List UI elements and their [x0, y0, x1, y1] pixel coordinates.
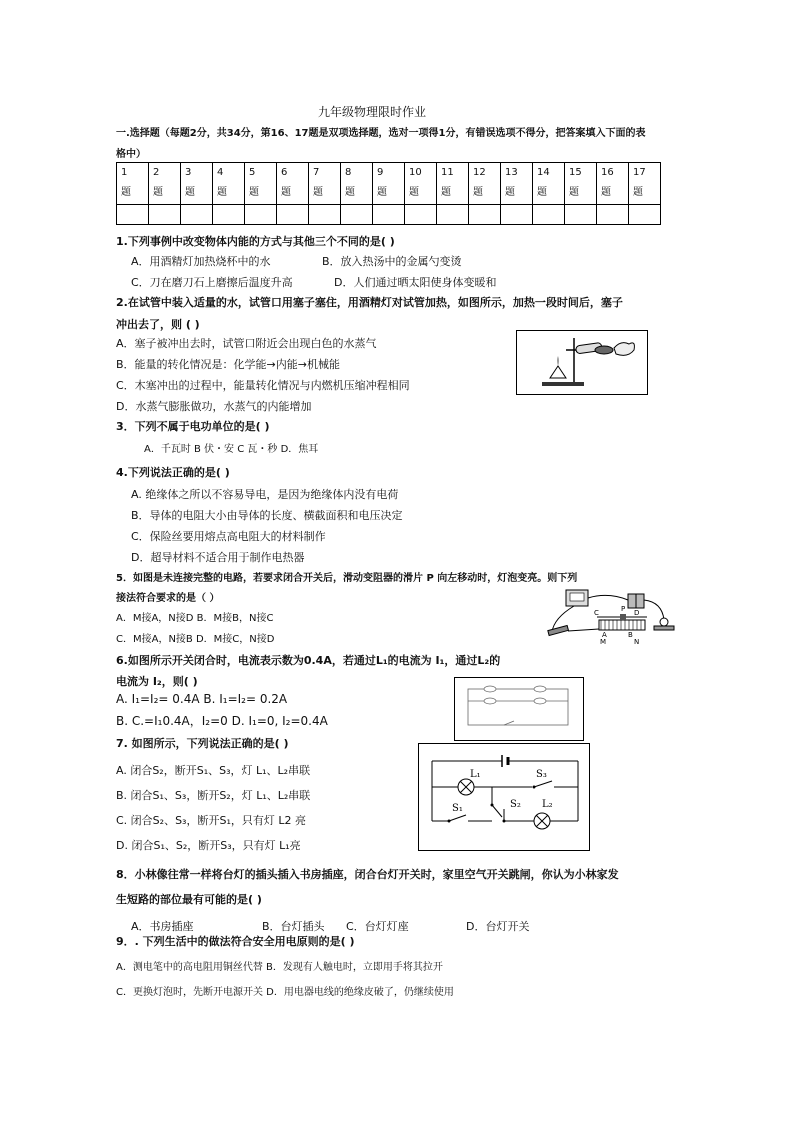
question-number: 12 — [473, 167, 486, 178]
question-suffix: 题 — [121, 187, 131, 198]
section-header-line2: 格中） — [116, 149, 146, 160]
question-suffix: 题 — [281, 187, 291, 198]
q4-option-d: D．超导材料不适合用于制作电热器 — [131, 551, 305, 564]
question-suffix: 题 — [505, 187, 515, 198]
answer-table-header-cell — [181, 163, 213, 205]
question-number: 17 — [633, 167, 646, 178]
question-number: 8 — [345, 167, 352, 178]
q6-stem-line2: 电流为 I₂，则( ) — [116, 675, 198, 688]
question-number: 11 — [441, 167, 454, 178]
label-s2: S₂ — [510, 799, 521, 810]
question-suffix: 题 — [537, 187, 547, 198]
question-suffix: 题 — [185, 187, 195, 198]
question-suffix: 题 — [633, 187, 643, 198]
q4-option-a: A. 绝缘体之所以不容易导电，是因为绝缘体内没有电荷 — [131, 488, 399, 501]
parallel-circuit-figure — [454, 677, 584, 741]
answer-input-cell[interactable] — [565, 205, 597, 225]
q5-stem-line1: 5．如图是未连接完整的电路，若要求闭合开关后，滑动变阻器的滑片 P 向左移动时，灯泡变亮。则下列 — [116, 573, 578, 584]
q8-option-c: C．台灯灯座 — [346, 920, 409, 933]
answer-table-header-cell — [341, 163, 373, 205]
question-number: 9 — [377, 167, 384, 178]
q9-stem: 9．. 下列生活中的做法符合安全用电原则的是( ) — [116, 935, 355, 948]
question-number: 15 — [569, 167, 582, 178]
question-number: 4 — [217, 167, 224, 178]
question-suffix: 题 — [313, 187, 323, 198]
answer-table-header-cell — [117, 163, 149, 205]
answer-input-cell[interactable] — [149, 205, 181, 225]
q1-option-a: A．用酒精灯加热烧杯中的水 — [131, 255, 271, 268]
label-d: D — [634, 609, 640, 617]
q2-stem-line1: 2.在试管中装入适量的水，试管口用塞子塞住，用酒精灯对试管加热，如图所示，加热一段时间后，塞子 — [116, 296, 623, 309]
question-suffix: 题 — [217, 187, 227, 198]
label-b: B — [628, 631, 633, 639]
q5-options-ab: A．M接A，N接D B．M接B，N接C — [116, 613, 274, 624]
answer-table-header-cell — [469, 163, 501, 205]
question-number: 7 — [313, 167, 320, 178]
answer-input-cell[interactable] — [309, 205, 341, 225]
answer-input-cell[interactable] — [405, 205, 437, 225]
label-m: M — [600, 638, 607, 646]
q9-options-cd: C．更换灯泡时，先断开电源开关 D．用电器电线的绝缘皮破了，仍继续使用 — [116, 987, 454, 998]
answer-input-cell[interactable] — [533, 205, 565, 225]
answer-input-cell[interactable] — [373, 205, 405, 225]
q1-option-c: C．刀在磨刀石上磨擦后温度升高 — [131, 276, 293, 289]
question-number: 3 — [185, 167, 192, 178]
question-number: 2 — [153, 167, 160, 178]
answer-table-header-cell — [373, 163, 405, 205]
label-a: A — [602, 631, 607, 639]
q3-options: A．千瓦时 B 伏・安 C 瓦・秒 D．焦耳 — [144, 444, 319, 455]
answer-table-header-cell — [245, 163, 277, 205]
q7-option-b: B. 闭合S₁、S₃，断开S₂，灯 L₁、L₂串联 — [116, 789, 311, 802]
section-header-line1: 一.选择题（每题2分，共34分，第16、17题是双项选择题，选对一项得1分，有错误选项不得分，把答案填入下面的表 — [116, 128, 646, 139]
q1-option-b: B．放入热汤中的金属勺变烫 — [322, 255, 462, 268]
q4-option-c: C．保险丝要用熔点高电阻大的材料制作 — [131, 530, 326, 543]
answer-table — [116, 162, 661, 225]
question-suffix: 题 — [441, 187, 451, 198]
q6-options-cd: B. C.=I₁0.4A，I₂=0 D. I₁=0, I₂=0.4A — [116, 714, 328, 728]
q6-options-ab: A. I₁=I₂= 0.4A B. I₁=I₂= 0.2A — [116, 692, 288, 706]
question-suffix: 题 — [249, 187, 259, 198]
answer-input-cell[interactable] — [597, 205, 629, 225]
question-suffix: 题 — [153, 187, 163, 198]
answer-table-header-cell — [597, 163, 629, 205]
question-suffix: 题 — [601, 187, 611, 198]
q5-stem-line2: 接法符合要求的是（ ） — [116, 593, 220, 604]
answer-input-cell[interactable] — [629, 205, 661, 225]
q7-option-a: A. 闭合S₂，断开S₁、S₃，灯 L₁、L₂串联 — [116, 764, 311, 777]
q8-option-b: B．台灯插头 — [262, 920, 325, 933]
q2-option-c: C．木塞冲出的过程中，能量转化情况与内燃机压缩冲程相同 — [116, 379, 410, 392]
switch-circuit-figure — [418, 743, 590, 851]
q3-stem: 3．下列不属于电功单位的是( ) — [116, 420, 270, 433]
label-p: P — [621, 605, 626, 613]
q8-stem-line1: 8．小林像往常一样将台灯的插头插入书房插座，闭合台灯开关时，家里空气开关跳闸，你认为小林家发 — [116, 868, 619, 881]
question-number: 16 — [601, 167, 614, 178]
question-suffix: 题 — [473, 187, 483, 198]
label-l2: L₂ — [542, 799, 553, 810]
answer-table-header-cell — [277, 163, 309, 205]
question-suffix: 题 — [409, 187, 419, 198]
q2-option-b: B．能量的转化情况是：化学能→内能→机械能 — [116, 358, 340, 371]
question-number: 1 — [121, 167, 128, 178]
question-suffix: 题 — [345, 187, 355, 198]
answer-input-cell[interactable] — [117, 205, 149, 225]
label-s3: S₃ — [536, 769, 547, 780]
q1-option-d: D．人们通过晒太阳使身体变暖和 — [334, 276, 497, 289]
test-tube-heating-figure — [516, 330, 648, 395]
answer-table-header-cell — [533, 163, 565, 205]
q7-option-c: C. 闭合S₂、S₃，断开S₁，只有灯 L2 亮 — [116, 814, 306, 827]
q2-option-d: D．水蒸气膨胀做功，水蒸气的内能增加 — [116, 400, 312, 413]
label-c: C — [594, 609, 599, 617]
q5-options-cd: C．M接A，N接B D．M接C，N接D — [116, 634, 275, 645]
answer-input-cell[interactable] — [341, 205, 373, 225]
question-number: 14 — [537, 167, 550, 178]
q2-option-a: A．塞子被冲出去时，试管口附近会出现白色的水蒸气 — [116, 337, 377, 350]
answer-table-header-cell — [213, 163, 245, 205]
answer-input-cell[interactable] — [469, 205, 501, 225]
label-n: N — [634, 638, 640, 646]
question-number: 6 — [281, 167, 288, 178]
answer-table-header-cell — [629, 163, 661, 205]
page-title: 九年级物理限时作业 — [318, 105, 427, 119]
question-suffix: 题 — [377, 187, 387, 198]
q9-options-ab: A．测电笔中的高电阻用铜丝代替 B．发现有人触电时，立即用手将其拉开 — [116, 962, 443, 973]
answer-input-cell[interactable] — [181, 205, 213, 225]
answer-table-header-cell — [149, 163, 181, 205]
question-suffix: 题 — [569, 187, 579, 198]
q7-option-d: D. 闭合S₁、S₂，断开S₃，只有灯 L₁亮 — [116, 839, 301, 852]
q8-option-d: D．台灯开关 — [466, 920, 530, 933]
answer-table-header-cell — [501, 163, 533, 205]
q6-stem-line1: 6.如图所示开关闭合时，电流表示数为0.4A，若通过L₁的电流为 I₁，通过L₂的 — [116, 654, 501, 667]
label-l1: L₁ — [470, 769, 481, 780]
q7-stem: 7. 如图所示，下列说法正确的是( ) — [116, 737, 289, 750]
question-number: 13 — [505, 167, 518, 178]
answer-input-cell[interactable] — [277, 205, 309, 225]
answer-table-header-cell — [405, 163, 437, 205]
answer-table-header-cell — [309, 163, 341, 205]
q2-stem-line2: 冲出去了，则 ( ) — [116, 318, 200, 331]
answer-input-cell[interactable] — [437, 205, 469, 225]
answer-table-header-cell — [437, 163, 469, 205]
label-s1: S₁ — [452, 803, 463, 814]
q4-stem: 4.下列说法正确的是( ) — [116, 466, 230, 479]
question-number: 5 — [249, 167, 256, 178]
question-number: 10 — [409, 167, 422, 178]
answer-input-cell[interactable] — [245, 205, 277, 225]
q8-stem-line2: 生短路的部位最有可能的是( ) — [116, 893, 262, 906]
q8-option-a: A．书房插座 — [131, 920, 194, 933]
q4-option-b: B．导体的电阻大小由导体的长度、横截面积和电压决定 — [131, 509, 403, 522]
rheostat-circuit-figure — [544, 588, 684, 648]
answer-input-cell[interactable] — [213, 205, 245, 225]
q1-stem: 1.下列事例中改变物体内能的方式与其他三个不同的是( ) — [116, 235, 395, 248]
answer-table-header-cell — [565, 163, 597, 205]
answer-input-cell[interactable] — [501, 205, 533, 225]
